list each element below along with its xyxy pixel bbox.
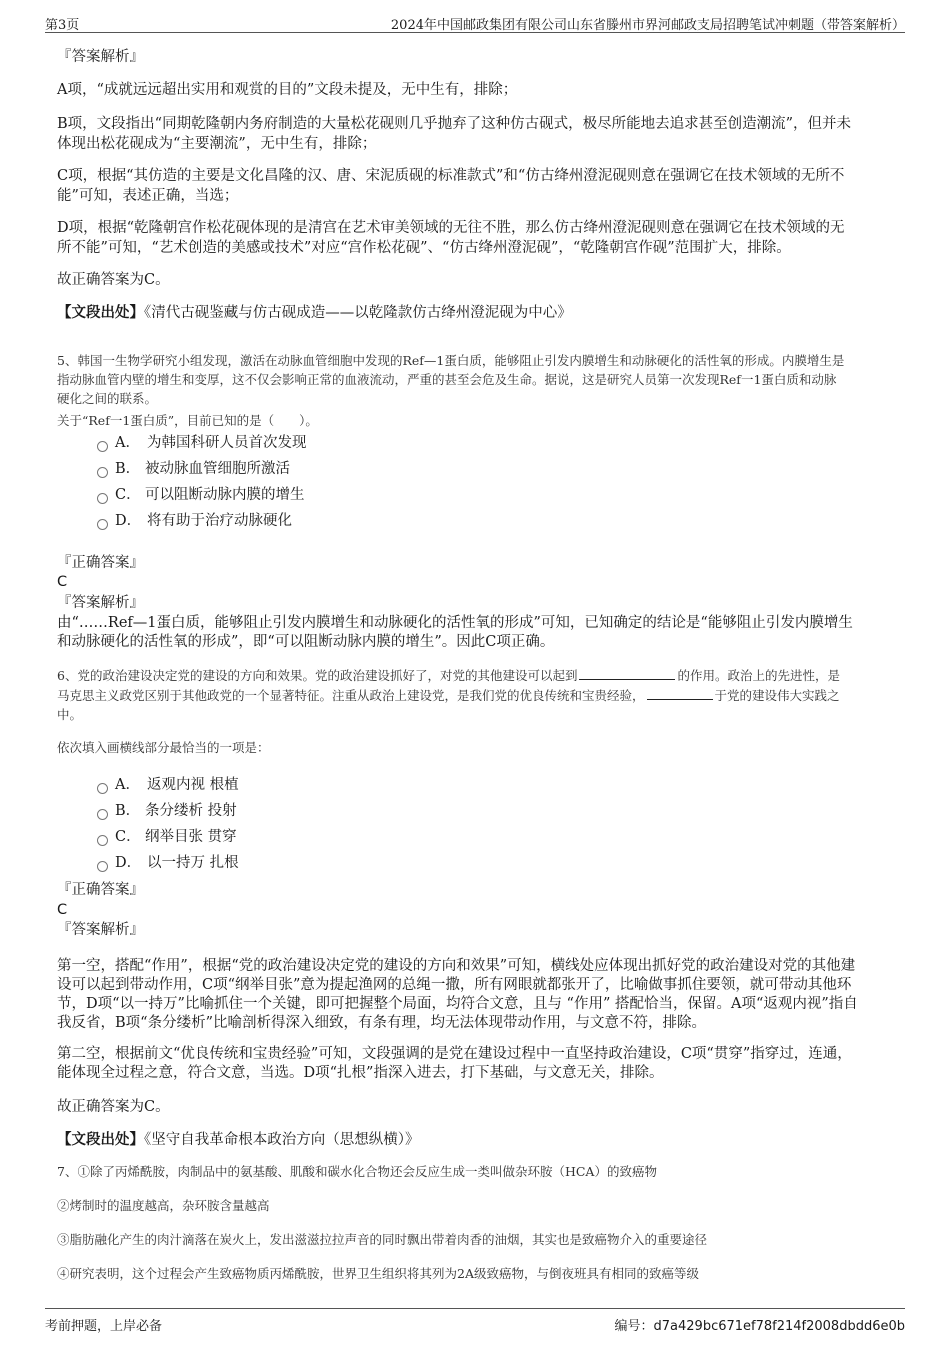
- footer-slogan: 考前押题，上岸必备: [45, 1319, 163, 1334]
- q5-analysis-line-2: 和动脉硬化的活性氧的形成”，即“可以阻断动脉内膜的增生”。因此C项正确。: [57, 634, 555, 650]
- option-text: 纲举目张 贯穿: [145, 829, 237, 845]
- q6-analysis-p1-line-3: 节，D项“以一持万”比喻抓住一个关键，即可把握整个局面，均符合文意，且与 “作用” 搭配恰当，保留。A项“返观内视”指自: [57, 996, 858, 1012]
- q7-sentence-1: 7、①除了丙烯酰胺，肉制品中的氨基酸、肌酸和碳水化合物还会反应生成一类叫做杂环胺（HCA）的致癌物: [57, 1164, 657, 1179]
- option-letter: A．: [115, 777, 140, 793]
- option-text: 被动脉血管细胞所激活: [145, 461, 290, 477]
- q6-stem-line-3: 中。: [57, 707, 83, 722]
- option-text: 以一持万 扎根: [147, 855, 239, 871]
- option-letter: B．: [115, 803, 141, 819]
- option-text: 为韩国科研人员首次发现: [147, 435, 307, 451]
- page-header: [45, 10, 905, 33]
- radio-button[interactable]: [97, 467, 108, 478]
- q6-answer: C: [57, 902, 68, 918]
- q6-question: 依次填入画横线部分最恰当的一项是：: [57, 740, 270, 755]
- q6-analysis-p1-line-1: 第一空，搭配“作用”，根据“党的政治建设决定党的建设的方向和效果”可知，横线处应体现出抓好党的政治建设对党的其他建: [57, 958, 856, 974]
- q5-answer-label: 『正确答案』: [57, 555, 144, 571]
- q4-option-d-analysis-2: 所不能”可知，“艺术创造的美感或技术”对应“宫作松花砚”、“仿古绛州澄泥砚”，“乾隆朝宫作砚”范围扩大，排除。: [57, 240, 791, 256]
- radio-button[interactable]: [97, 861, 108, 872]
- q5-stem-line-3: 硬化之间的联系。: [57, 391, 158, 406]
- q4-option-d-analysis-1: D项，根据“乾隆朝宫作松花砚体现的是清宫在艺术审美领域的无往不胜，那么仿古绛州澄泥砚则意在强调它在技术领域的无: [57, 220, 845, 236]
- q5-analysis-label: 『答案解析』: [57, 595, 144, 611]
- radio-button[interactable]: [97, 493, 108, 504]
- radio-button[interactable]: [97, 441, 108, 452]
- radio-button[interactable]: [97, 783, 108, 794]
- q5-answer: C: [57, 574, 68, 590]
- q5-analysis-line-1: 由“……Ref—1蛋白质，能够阻止引发内膜增生和动脉硬化的活性氧的形成”可知，已知确定的结论是“能够阻止引发内膜增生: [57, 615, 853, 631]
- q6-analysis-p1-line-4: 我反省，B项“条分缕析”比喻剖析得深入细致，有条有理，均无法体现带动作用，与文意不符，排除。: [57, 1015, 706, 1031]
- option-text: 将有助于治疗动脉硬化: [147, 513, 292, 529]
- option-letter: C．: [115, 829, 141, 845]
- q4-option-a-analysis: A项，“成就远远超出实用和观赏的目的”文段未提及，无中生有，排除；: [57, 82, 518, 98]
- q7-sentence-4: ④研究表明，这个过程会产生致癌物质丙烯酰胺，世界卫生组织将其列为2A级致癌物，与倒夜班具有相同的致癌等级: [57, 1266, 699, 1281]
- radio-button[interactable]: [97, 835, 108, 846]
- document-code: [615, 1315, 906, 1334]
- q6-analysis-label: 『答案解析』: [57, 922, 144, 938]
- q4-option-b-analysis-1: B项，文段指出“同期乾隆朝内务府制造的大量松花砚则几乎抛弃了这种仿古砚式，极尽所能地去追求甚至创造潮流”，但并未: [57, 116, 851, 132]
- option-text: 条分缕析 投射: [145, 803, 237, 819]
- q6-stem-line-1: [57, 666, 840, 685]
- option-text: 可以阻断动脉内膜的增生: [145, 487, 305, 503]
- page-footer: [45, 1308, 905, 1334]
- q6-analysis-p2-line-1: 第二空，根据前文“优良传统和宝贵经验”可知，文段强调的是党在建设过程中一直坚持政治建设，C项“贯穿”指穿过，连通，: [57, 1046, 852, 1062]
- option-letter: D．: [115, 513, 142, 529]
- q6-source-label: 【文段出处】: [57, 1131, 144, 1148]
- q4-option-c-analysis-2: 能”可知，表述正确，当选；: [57, 188, 239, 204]
- q4-option-c-analysis-1: C项，根据“其仿造的主要是文化昌隆的汉、唐、宋泥质砚的标准款式”和“仿古绛州澄泥砚则意在强调它在技术领域的无所不: [57, 168, 845, 184]
- q6-stem-text: 于党的建设伟大实践之: [714, 688, 840, 703]
- q6-analysis-p1-line-2: 设可以起到带动作用，C项“纲举目张”意为提起渔网的总绳一撒，所有网眼就都张开了，比喻做事抓住要领，就可带动其他环: [57, 977, 852, 993]
- radio-button[interactable]: [97, 809, 108, 820]
- q4-analysis-label: 『答案解析』: [57, 49, 144, 65]
- option-letter: D．: [115, 855, 142, 871]
- q5-stem-line-2: 指动脉血管内壁的增生和变厚，这不仅会影响正常的血液流动，严重的甚至会危及生命。据说，这是研究人员第一次发现Ref一1蛋白质和动脉: [57, 372, 837, 387]
- option-text: 返观内视 根植: [147, 777, 239, 793]
- q7-sentence-2: ②烤制时的温度越高，杂环胺含量越高: [57, 1198, 270, 1213]
- q4-source: [57, 303, 572, 323]
- q6-analysis-p2-line-2: 能体现全过程之意，符合文意，当选。D项“扎根”指深入进去，打下基础，与文意无关，排除。: [57, 1065, 664, 1081]
- fill-blank-1[interactable]: [579, 666, 675, 680]
- q6-stem-line-2: [57, 686, 840, 705]
- option-letter: A．: [115, 435, 140, 451]
- q6-stem-text: 的作用。政治上的先进性，是: [677, 668, 840, 683]
- option-letter: C．: [115, 487, 141, 503]
- q5-stem-line-1: 5、韩国一生物学研究小组发现，激活在动脉血管细胞中发现的Ref—1蛋白质，能够阻止引发内膜增生和动脉硬化的活性氧的形成。内膜增生是: [57, 353, 845, 368]
- document-title: 2024年中国邮政集团有限公司山东省滕州市界河邮政支局招聘笔试冲刺题（带答案解析）: [390, 18, 905, 33]
- code-label: 编号：: [614, 1319, 654, 1334]
- q4-source-label: 【文段出处】: [57, 304, 144, 321]
- q6-source-text: 《坚守自我革命根本政治方向（思想纵横）》: [144, 1132, 420, 1148]
- code-value: d7a429bc671ef78f214f2008dbdd6e0b: [653, 1319, 905, 1334]
- q4-source-text: 《清代古砚鉴藏与仿古砚成造——以乾隆款仿古绛州澄泥砚为中心》: [144, 305, 572, 321]
- q4-option-b-analysis-2: 体现出松花砚成为“主要潮流”，无中生有，排除；: [57, 136, 377, 152]
- q6-conclusion: 故正确答案为C。: [57, 1099, 170, 1115]
- radio-button[interactable]: [97, 519, 108, 530]
- option-letter: B．: [115, 461, 141, 477]
- q4-conclusion: 故正确答案为C。: [57, 272, 170, 288]
- q6-stem-text: 马克思主义政党区别于其他政党的一个显著特征。注重从政治上建设党，是我们党的优良传统和宝贵经验，: [57, 688, 645, 703]
- q5-question: 关于“Ref一1蛋白质”，目前已知的是（ ）。: [57, 413, 318, 428]
- fill-blank-2[interactable]: [647, 686, 713, 700]
- page-number: 第3页: [45, 18, 80, 33]
- q7-sentence-3: ③脂肪融化产生的肉汁滴落在炭火上，发出滋滋拉拉声音的同时飘出带着肉香的油烟，其实也是致癌物介入的重要途径: [57, 1232, 708, 1247]
- q6-source: [57, 1130, 420, 1150]
- q6-answer-label: 『正确答案』: [57, 882, 144, 898]
- q6-stem-text: 6、党的政治建设决定党的建设的方向和效果。党的政治建设抓好了，对党的其他建设可以起到: [57, 668, 578, 683]
